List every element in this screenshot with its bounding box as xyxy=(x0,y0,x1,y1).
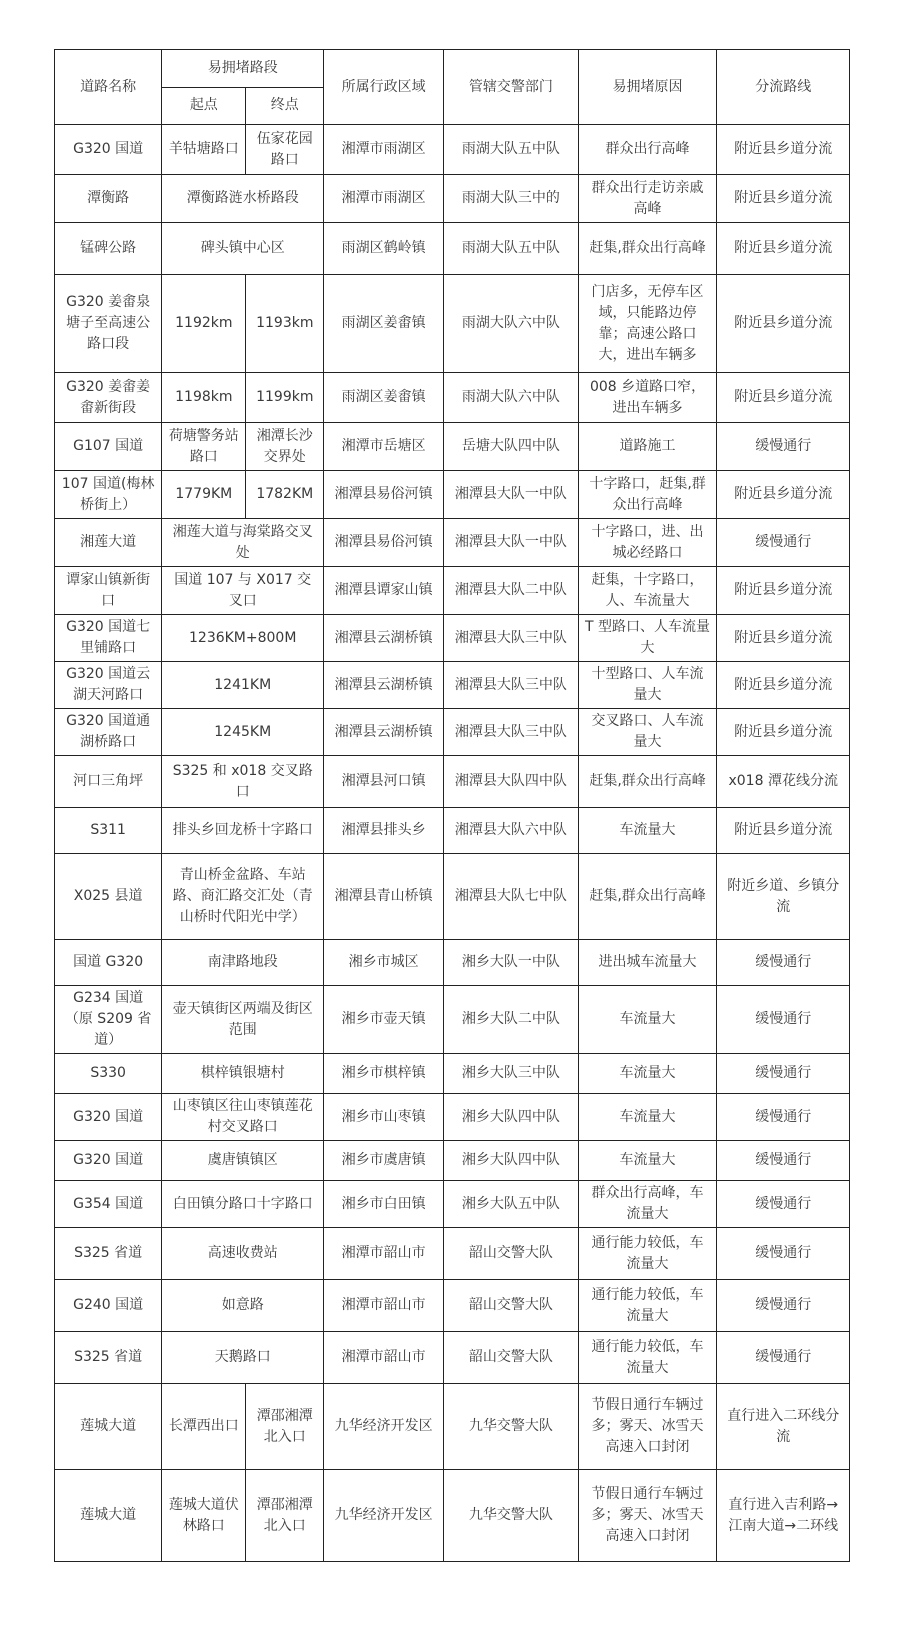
cell-diversion: 缓慢通行 xyxy=(717,423,850,471)
cell-start: 莲城大道伏林路口 xyxy=(162,1470,246,1562)
cell-cause: 车流量大 xyxy=(578,1141,717,1181)
cell-cause: 节假日通行车辆过多；雾天、冰雪天高速入口封闭 xyxy=(578,1384,717,1470)
cell-region: 雨湖区姜畬镇 xyxy=(324,275,444,373)
table-row xyxy=(55,940,850,986)
cell-diversion: 缓慢通行 xyxy=(717,940,850,986)
cell-start: 1779KM xyxy=(162,471,246,519)
table-row xyxy=(55,756,850,808)
table-row xyxy=(55,709,850,756)
cell-cause: 十字路口，赶集,群众出行高峰 xyxy=(578,471,717,519)
cell-section: 天鹅路口 xyxy=(162,1332,324,1384)
cell-department: 九华交警大队 xyxy=(444,1384,579,1470)
cell-region: 湘潭市雨湖区 xyxy=(324,125,444,175)
cell-cause: 通行能力较低，车流量大 xyxy=(578,1280,717,1332)
cell-start: 1198km xyxy=(162,373,246,423)
cell-cause: 赶集,群众出行高峰 xyxy=(578,223,717,275)
table-row xyxy=(55,275,850,373)
cell-department: 岳塘大队四中队 xyxy=(444,423,579,471)
cell-diversion: 缓慢通行 xyxy=(717,1054,850,1094)
cell-road-name: 河口三角坪 xyxy=(55,756,162,808)
table-body xyxy=(55,125,850,1562)
table-row xyxy=(55,808,850,854)
cell-start: 长潭西出口 xyxy=(162,1384,246,1470)
header-diversion: 分流路线 xyxy=(717,50,850,125)
cell-road-name: G320 国道 xyxy=(55,125,162,175)
cell-section: 青山桥金盆路、车站路、商汇路交汇处（青山桥时代阳光中学） xyxy=(162,854,324,940)
cell-region: 湘潭县河口镇 xyxy=(324,756,444,808)
cell-region: 湘潭市雨湖区 xyxy=(324,175,444,223)
cell-cause: 赶集，十字路口，人、车流量大 xyxy=(578,567,717,615)
cell-department: 湘乡大队四中队 xyxy=(444,1094,579,1141)
cell-region: 湘潭县云湖桥镇 xyxy=(324,615,444,662)
cell-department: 雨湖大队五中队 xyxy=(444,125,579,175)
cell-cause: 车流量大 xyxy=(578,808,717,854)
cell-diversion: 附近县乡道分流 xyxy=(717,125,850,175)
cell-end: 伍家花园路口 xyxy=(246,125,324,175)
cell-department: 雨湖大队三中的 xyxy=(444,175,579,223)
cell-section: 山枣镇区往山枣镇莲花村交叉路口 xyxy=(162,1094,324,1141)
cell-department: 雨湖大队五中队 xyxy=(444,223,579,275)
cell-diversion: 附近县乡道分流 xyxy=(717,615,850,662)
cell-region: 雨湖区姜畬镇 xyxy=(324,373,444,423)
cell-cause: 交叉路口、人车流量大 xyxy=(578,709,717,756)
cell-road-name: G320 姜畬姜畬新街段 xyxy=(55,373,162,423)
cell-cause: 车流量大 xyxy=(578,986,717,1054)
cell-end: 1782KM xyxy=(246,471,324,519)
cell-section: 排头乡回龙桥十字路口 xyxy=(162,808,324,854)
table-row xyxy=(55,1280,850,1332)
cell-diversion: 附近县乡道分流 xyxy=(717,373,850,423)
cell-region: 湘乡市白田镇 xyxy=(324,1181,444,1228)
cell-start: 羊牯塘路口 xyxy=(162,125,246,175)
cell-region: 湘乡市壶天镇 xyxy=(324,986,444,1054)
cell-end: 湘潭长沙交界处 xyxy=(246,423,324,471)
cell-region: 湘乡市山枣镇 xyxy=(324,1094,444,1141)
cell-diversion: 缓慢通行 xyxy=(717,519,850,567)
cell-cause: 道路施工 xyxy=(578,423,717,471)
congestion-table xyxy=(54,49,850,1562)
cell-cause: 群众出行高峰，车流量大 xyxy=(578,1181,717,1228)
cell-cause: 群众出行走访亲戚高峰 xyxy=(578,175,717,223)
table-row xyxy=(55,1470,850,1562)
cell-road-name: X025 县道 xyxy=(55,854,162,940)
cell-road-name: 莲城大道 xyxy=(55,1384,162,1470)
cell-region: 九华经济开发区 xyxy=(324,1470,444,1562)
cell-diversion: 附近县乡道分流 xyxy=(717,808,850,854)
cell-section: 虞唐镇镇区 xyxy=(162,1141,324,1181)
cell-department: 湘潭县大队二中队 xyxy=(444,567,579,615)
cell-cause: 通行能力较低，车流量大 xyxy=(578,1228,717,1280)
cell-department: 湘潭县大队七中队 xyxy=(444,854,579,940)
cell-department: 韶山交警大队 xyxy=(444,1228,579,1280)
cell-diversion: 直行进入二环线分流 xyxy=(717,1384,850,1470)
cell-end: 潭邵湘潭北入口 xyxy=(246,1384,324,1470)
cell-road-name: G320 姜畬泉塘子至高速公路口段 xyxy=(55,275,162,373)
cell-cause: 十字路口，进、出城必经路口 xyxy=(578,519,717,567)
cell-start: 1192km xyxy=(162,275,246,373)
cell-department: 韶山交警大队 xyxy=(444,1332,579,1384)
cell-cause: 赶集,群众出行高峰 xyxy=(578,756,717,808)
cell-region: 湘潭县易俗河镇 xyxy=(324,471,444,519)
cell-section: 棋梓镇银塘村 xyxy=(162,1054,324,1094)
cell-department: 湘潭县大队六中队 xyxy=(444,808,579,854)
table-row xyxy=(55,471,850,519)
table-row xyxy=(55,662,850,709)
cell-cause: 群众出行高峰 xyxy=(578,125,717,175)
cell-cause: T 型路口、人车流量大 xyxy=(578,615,717,662)
table-row xyxy=(55,1228,850,1280)
header-region: 所属行政区域 xyxy=(324,50,444,125)
cell-region: 湘潭县青山桥镇 xyxy=(324,854,444,940)
cell-cause: 赶集,群众出行高峰 xyxy=(578,854,717,940)
cell-road-name: 湘莲大道 xyxy=(55,519,162,567)
cell-department: 湘乡大队二中队 xyxy=(444,986,579,1054)
cell-end: 潭邵湘潭北入口 xyxy=(246,1470,324,1562)
cell-cause: 门店多，无停车区域，只能路边停靠；高速公路口大，进出车辆多 xyxy=(578,275,717,373)
cell-section: 如意路 xyxy=(162,1280,324,1332)
cell-region: 湘乡市棋梓镇 xyxy=(324,1054,444,1094)
cell-department: 湘潭县大队一中队 xyxy=(444,471,579,519)
cell-department: 湘潭县大队三中队 xyxy=(444,615,579,662)
cell-region: 湘乡市虞唐镇 xyxy=(324,1141,444,1181)
cell-diversion: 附近县乡道分流 xyxy=(717,471,850,519)
cell-region: 湘潭县云湖桥镇 xyxy=(324,709,444,756)
cell-start: 荷塘警务站路口 xyxy=(162,423,246,471)
cell-diversion: 附近县乡道分流 xyxy=(717,275,850,373)
cell-department: 湘乡大队四中队 xyxy=(444,1141,579,1181)
cell-diversion: 附近县乡道分流 xyxy=(717,567,850,615)
header-section: 易拥堵路段 xyxy=(162,50,324,88)
table-row xyxy=(55,615,850,662)
table-row xyxy=(55,175,850,223)
cell-region: 湘潭县排头乡 xyxy=(324,808,444,854)
table-header xyxy=(55,50,850,125)
cell-department: 湘潭县大队三中队 xyxy=(444,709,579,756)
table-row xyxy=(55,854,850,940)
cell-department: 湘乡大队一中队 xyxy=(444,940,579,986)
cell-section: 高速收费站 xyxy=(162,1228,324,1280)
cell-road-name: G320 国道通湖桥路口 xyxy=(55,709,162,756)
cell-diversion: 缓慢通行 xyxy=(717,1332,850,1384)
cell-diversion: 缓慢通行 xyxy=(717,986,850,1054)
cell-section: S325 和 x018 交叉路口 xyxy=(162,756,324,808)
table-row xyxy=(55,373,850,423)
cell-department: 湘潭县大队四中队 xyxy=(444,756,579,808)
cell-department: 湘乡大队五中队 xyxy=(444,1181,579,1228)
cell-region: 雨湖区鹤岭镇 xyxy=(324,223,444,275)
cell-cause: 车流量大 xyxy=(578,1054,717,1094)
cell-road-name: G240 国道 xyxy=(55,1280,162,1332)
table-row xyxy=(55,519,850,567)
cell-department: 雨湖大队六中队 xyxy=(444,373,579,423)
table-row xyxy=(55,1181,850,1228)
cell-road-name: G320 国道 xyxy=(55,1141,162,1181)
table-row xyxy=(55,1141,850,1181)
cell-region: 湘潭县易俗河镇 xyxy=(324,519,444,567)
cell-road-name: 莲城大道 xyxy=(55,1470,162,1562)
cell-road-name: G354 国道 xyxy=(55,1181,162,1228)
cell-end: 1193km xyxy=(246,275,324,373)
cell-road-name: 潭衡路 xyxy=(55,175,162,223)
cell-department: 韶山交警大队 xyxy=(444,1280,579,1332)
cell-road-name: G320 国道云湖天河路口 xyxy=(55,662,162,709)
cell-department: 九华交警大队 xyxy=(444,1470,579,1562)
cell-end: 1199km xyxy=(246,373,324,423)
header-department: 管辖交警部门 xyxy=(444,50,579,125)
cell-region: 湘乡市城区 xyxy=(324,940,444,986)
cell-region: 湘潭市韶山市 xyxy=(324,1332,444,1384)
cell-road-name: S325 省道 xyxy=(55,1228,162,1280)
cell-road-name: 国道 G320 xyxy=(55,940,162,986)
cell-road-name: G320 国道七里铺路口 xyxy=(55,615,162,662)
cell-diversion: 缓慢通行 xyxy=(717,1181,850,1228)
cell-region: 湘潭县云湖桥镇 xyxy=(324,662,444,709)
cell-department: 雨湖大队六中队 xyxy=(444,275,579,373)
cell-diversion: 附近县乡道分流 xyxy=(717,223,850,275)
cell-diversion: 直行进入吉利路→江南大道→二环线 xyxy=(717,1470,850,1562)
cell-department: 湘潭县大队一中队 xyxy=(444,519,579,567)
cell-section: 白田镇分路口十字路口 xyxy=(162,1181,324,1228)
cell-section: 1241KM xyxy=(162,662,324,709)
cell-road-name: G107 国道 xyxy=(55,423,162,471)
cell-section: 潭衡路涟水桥路段 xyxy=(162,175,324,223)
cell-section: 湘莲大道与海棠路交叉处 xyxy=(162,519,324,567)
cell-road-name: S330 xyxy=(55,1054,162,1094)
cell-region: 湘潭市韶山市 xyxy=(324,1228,444,1280)
cell-region: 湘潭市韶山市 xyxy=(324,1280,444,1332)
cell-road-name: 锰碑公路 xyxy=(55,223,162,275)
table-row xyxy=(55,423,850,471)
cell-section: 国道 107 与 X017 交叉口 xyxy=(162,567,324,615)
cell-diversion: 附近乡道、乡镇分流 xyxy=(717,854,850,940)
cell-region: 湘潭市岳塘区 xyxy=(324,423,444,471)
cell-cause: 节假日通行车辆过多；雾天、冰雪天高速入口封闭 xyxy=(578,1470,717,1562)
table-row xyxy=(55,986,850,1054)
cell-region: 九华经济开发区 xyxy=(324,1384,444,1470)
cell-cause: 十型路口、人车流量大 xyxy=(578,662,717,709)
cell-section: 1245KM xyxy=(162,709,324,756)
header-cause: 易拥堵原因 xyxy=(578,50,717,125)
table-row xyxy=(55,1094,850,1141)
header-start: 起点 xyxy=(162,87,246,125)
cell-diversion: 附近县乡道分流 xyxy=(717,662,850,709)
table-row xyxy=(55,1384,850,1470)
cell-department: 湘乡大队三中队 xyxy=(444,1054,579,1094)
cell-diversion: 附近县乡道分流 xyxy=(717,709,850,756)
table-row xyxy=(55,223,850,275)
table-row xyxy=(55,125,850,175)
cell-diversion: 缓慢通行 xyxy=(717,1094,850,1141)
cell-section: 南津路地段 xyxy=(162,940,324,986)
cell-road-name: 107 国道(梅林桥街上） xyxy=(55,471,162,519)
cell-section: 碑头镇中心区 xyxy=(162,223,324,275)
cell-road-name: S325 省道 xyxy=(55,1332,162,1384)
cell-section: 1236KM+800M xyxy=(162,615,324,662)
cell-cause: 进出城车流量大 xyxy=(578,940,717,986)
cell-department: 湘潭县大队三中队 xyxy=(444,662,579,709)
cell-diversion: 缓慢通行 xyxy=(717,1280,850,1332)
cell-section: 壶天镇街区两端及街区范围 xyxy=(162,986,324,1054)
header-road-name: 道路名称 xyxy=(55,50,162,125)
cell-road-name: G320 国道 xyxy=(55,1094,162,1141)
cell-diversion: 缓慢通行 xyxy=(717,1228,850,1280)
cell-region: 湘潭县谭家山镇 xyxy=(324,567,444,615)
cell-cause: 车流量大 xyxy=(578,1094,717,1141)
cell-diversion: 缓慢通行 xyxy=(717,1141,850,1181)
table-row xyxy=(55,567,850,615)
table-row xyxy=(55,1332,850,1384)
cell-cause: 008 乡道路口窄，进出车辆多 xyxy=(578,373,717,423)
cell-road-name: S311 xyxy=(55,808,162,854)
header-end: 终点 xyxy=(246,87,324,125)
cell-diversion: x018 潭花线分流 xyxy=(717,756,850,808)
cell-road-name: 谭家山镇新街口 xyxy=(55,567,162,615)
cell-cause: 通行能力较低，车流量大 xyxy=(578,1332,717,1384)
cell-diversion: 附近县乡道分流 xyxy=(717,175,850,223)
cell-road-name: G234 国道（原 S209 省道） xyxy=(55,986,162,1054)
table-row xyxy=(55,1054,850,1094)
